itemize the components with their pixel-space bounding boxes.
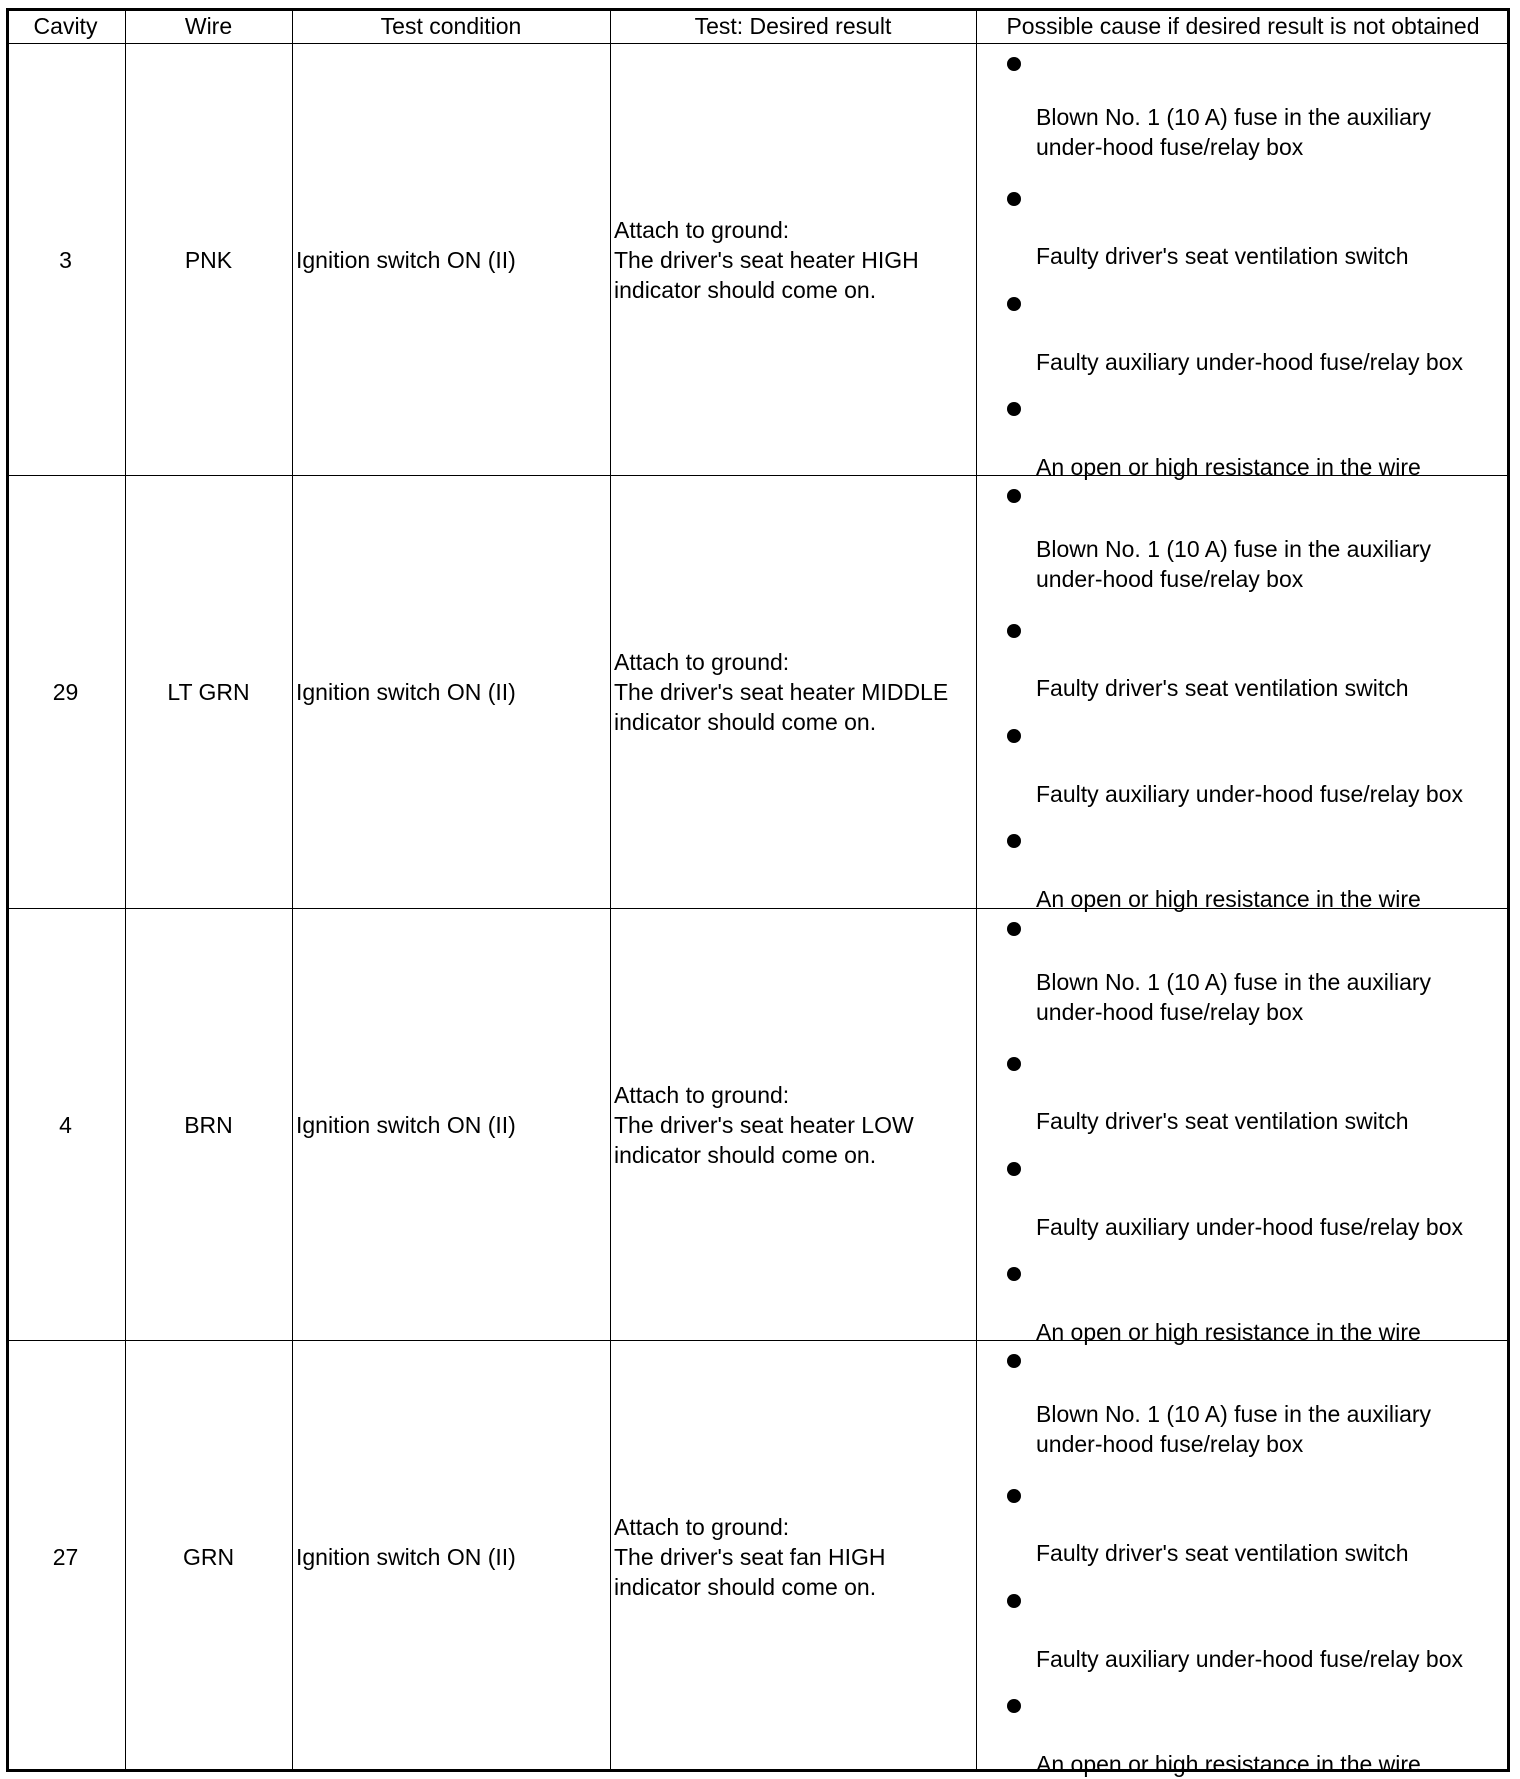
cavity-cell <box>6 1341 125 1773</box>
wire-cell-text: GRN <box>182 1544 235 1570</box>
header-desired-result: Test: Desired result <box>694 13 892 39</box>
wire-cell-text: PNK <box>184 247 233 273</box>
bullet-icon <box>1007 834 1021 848</box>
cavity-cell-text: 29 <box>52 679 79 705</box>
bullet-icon <box>1007 297 1021 311</box>
bullet-icon <box>1007 922 1021 936</box>
bullet-icon <box>1007 402 1021 416</box>
possible-cause-item: Faulty auxiliary under-hood fuse/relay box <box>1036 1214 1464 1240</box>
column-divider <box>610 8 611 1772</box>
cavity-cell-text: 4 <box>59 1112 72 1138</box>
test-condition-cell-text: Ignition switch ON (II) <box>296 1544 516 1570</box>
cavity-cell-text: 27 <box>52 1544 79 1570</box>
bullet-icon <box>1007 1489 1021 1503</box>
bullet-icon <box>1007 1699 1021 1713</box>
desired-result-cell <box>614 476 982 908</box>
wire-cell <box>125 1341 292 1773</box>
header-cavity: Cavity <box>33 13 98 39</box>
possible-cause-item: Faulty driver's seat ventilation switch <box>1036 243 1409 269</box>
bullet-icon <box>1007 489 1021 503</box>
diagnostic-table <box>6 8 1510 1777</box>
wire-cell <box>125 44 292 476</box>
bullet-icon <box>1007 1267 1021 1281</box>
column-divider <box>292 8 293 1772</box>
cavity-cell <box>6 476 125 908</box>
test-condition-cell <box>296 476 608 908</box>
header-possible-cause: Possible cause if desired result is not obtained <box>1006 13 1480 39</box>
possible-cause-item: Faulty auxiliary under-hood fuse/relay box <box>1036 349 1464 375</box>
bullet-icon <box>1007 1162 1021 1176</box>
bullet-icon <box>1007 729 1021 743</box>
desired-result-cell-text: Attach to ground: The driver's seat heater MIDDLE indicator should come on. <box>614 649 949 735</box>
bullet-icon <box>1007 1594 1021 1608</box>
header-wire: Wire <box>184 13 233 39</box>
bullet-icon <box>1007 1057 1021 1071</box>
possible-cause-item: Faulty driver's seat ventilation switch <box>1036 1540 1409 1566</box>
possible-cause-item: An open or high resistance in the wire <box>1036 1751 1421 1777</box>
header-test-condition: Test condition <box>380 13 522 39</box>
wire-cell <box>125 909 292 1341</box>
desired-result-cell <box>614 1341 982 1773</box>
possible-cause-item: Faulty auxiliary under-hood fuse/relay box <box>1036 1646 1464 1672</box>
bullet-icon <box>1007 624 1021 638</box>
test-condition-cell <box>296 909 608 1341</box>
wire-cell <box>125 476 292 908</box>
bullet-icon <box>1007 192 1021 206</box>
possible-cause-item: Blown No. 1 (10 A) fuse in the auxiliary under-hood fuse/relay box <box>1036 536 1432 592</box>
possible-cause-item: An open or high resistance in the wire <box>1036 1319 1421 1345</box>
possible-cause-item: Blown No. 1 (10 A) fuse in the auxiliary under-hood fuse/relay box <box>1036 104 1432 160</box>
test-condition-cell-text: Ignition switch ON (II) <box>296 679 516 705</box>
possible-cause-item: Blown No. 1 (10 A) fuse in the auxiliary under-hood fuse/relay box <box>1036 969 1432 1025</box>
possible-cause-item: Faulty driver's seat ventilation switch <box>1036 1108 1409 1134</box>
desired-result-cell <box>614 909 982 1341</box>
cavity-cell <box>6 44 125 476</box>
cavity-cell <box>6 909 125 1341</box>
bullet-icon <box>1007 1354 1021 1368</box>
possible-cause-item: Blown No. 1 (10 A) fuse in the auxiliary under-hood fuse/relay box <box>1036 1401 1432 1457</box>
test-condition-cell <box>296 1341 608 1773</box>
wire-cell-text: BRN <box>184 1112 233 1138</box>
possible-cause-item: An open or high resistance in the wire <box>1036 886 1421 912</box>
desired-result-cell-text: Attach to ground: The driver's seat heater HIGH indicator should come on. <box>614 217 919 303</box>
test-condition-cell-text: Ignition switch ON (II) <box>296 247 516 273</box>
possible-cause-item: Faulty auxiliary under-hood fuse/relay box <box>1036 781 1464 807</box>
bullet-icon <box>1007 57 1021 71</box>
desired-result-cell-text: Attach to ground: The driver's seat fan HIGH indicator should come on. <box>614 1514 886 1600</box>
test-condition-cell <box>296 44 608 476</box>
possible-cause-item: An open or high resistance in the wire <box>1036 454 1421 480</box>
desired-result-cell <box>614 44 982 476</box>
wire-cell-text: LT GRN <box>167 679 250 705</box>
possible-cause-item: Faulty driver's seat ventilation switch <box>1036 675 1409 701</box>
test-condition-cell-text: Ignition switch ON (II) <box>296 1112 516 1138</box>
desired-result-cell-text: Attach to ground: The driver's seat heater LOW indicator should come on. <box>614 1082 914 1168</box>
cavity-cell-text: 3 <box>59 247 72 273</box>
